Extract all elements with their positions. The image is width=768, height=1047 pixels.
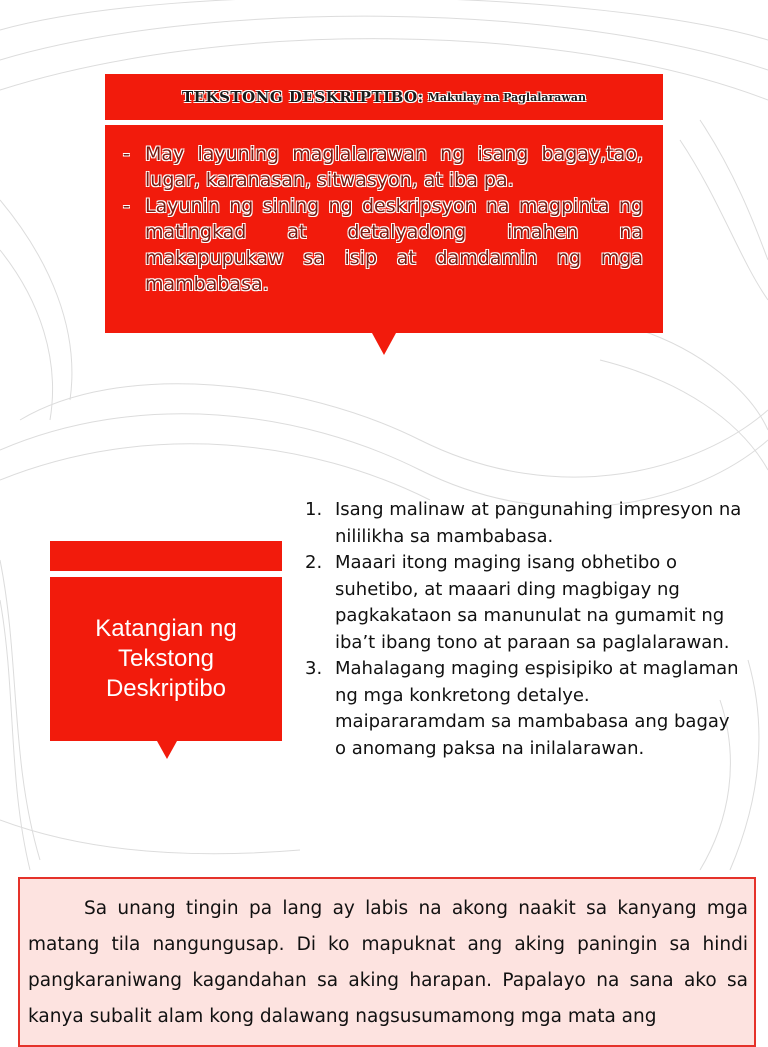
- header-subtitle: Makulay na Paglalarawan: [427, 90, 587, 104]
- card-pointer: [157, 741, 177, 759]
- characteristics-list: [305, 497, 745, 762]
- definition-text: Layunin ng sining ng deskripsyon na magpinta ng matingkad at detalyadong imahen na makapupukaw sa isip at damdamin ng mga mambabasa.: [145, 195, 643, 295]
- card-title: Katangian ng Tekstong Deskriptibo: [95, 615, 237, 702]
- list-item-text: Isang malinaw at pangunahing impresyon na nililikha sa mambabasa.: [335, 499, 742, 547]
- sample-passage-box: [18, 877, 756, 1047]
- list-number: 1.: [305, 499, 323, 520]
- definition-item: [123, 193, 643, 297]
- section-header-banner: [105, 74, 663, 120]
- passage-text: Sa unang tingin pa lang ay labis na akong naakit sa kanyang mga matang tila nangungusap. Di ko mapuknat ang aking paningin sa hindi pangkaraniwang kagandahan sa aking harapan. Papalayo na sana ako sa kanya subalit alam kong dalawang nagsusumamong mga mata ang: [28, 898, 748, 1027]
- characteristics-card: [50, 577, 282, 741]
- definition-box-pointer: [372, 333, 396, 355]
- header-title: TEKSTONG DESKRIPTIBO:: [181, 88, 424, 106]
- definition-item: [123, 141, 643, 193]
- list-item: [305, 550, 745, 656]
- list-number: 3.: [305, 658, 323, 679]
- bullet-marker: -: [123, 195, 130, 217]
- definition-box: [105, 125, 663, 333]
- definition-list: [123, 141, 643, 297]
- list-item-text: Mahalagang maging espisipiko at maglaman ng mga konkretong detalye. maipararamdam sa mambabasa ang bagay o anomang paksa na inilalarawan.: [335, 658, 739, 759]
- bullet-marker: -: [123, 143, 130, 165]
- card-header-strip: [50, 541, 282, 571]
- definition-text: May layuning maglalarawan ng isang bagay,tao, lugar, karanasan, sitwasyon, at iba pa.: [145, 143, 643, 191]
- list-item-text: Maaari itong maging isang obhetibo o suhetibo, at maaari ding magbigay ng pagkakataon sa manunulat na gumamit ng iba’t ibang tono at paraan sa paglalarawan.: [335, 552, 730, 653]
- list-number: 2.: [305, 552, 323, 573]
- list-item: [305, 497, 745, 550]
- list-item: [305, 656, 745, 762]
